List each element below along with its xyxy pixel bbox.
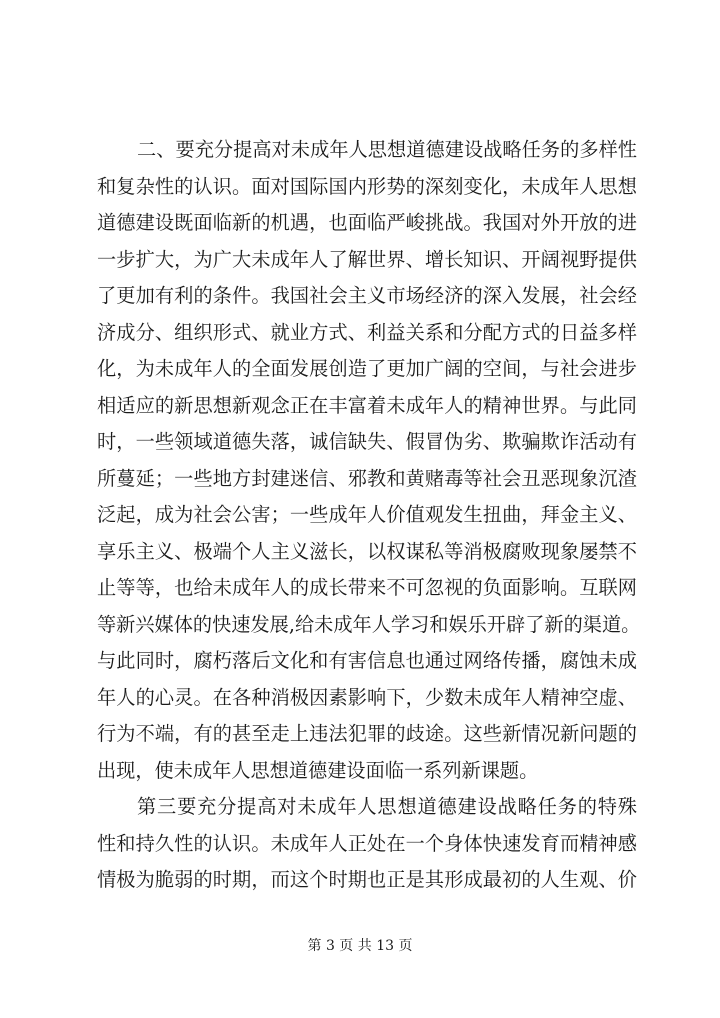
paragraph-1-line-6: 济成分、组织形式、就业方式、利益关系和分配方式的日益多样	[97, 320, 637, 344]
paragraph-2-line-1: 第三要充分提高对未成年人思想道德建设战略任务的特殊	[137, 795, 637, 818]
paragraph-1-line-11: 泛起，成为社会公害；一些成年人价值观发生扭曲，拜金主义、	[97, 503, 637, 526]
paragraph-1-line-5: 了更加有利的条件。我国社会主义市场经济的深入发展，社会经	[97, 284, 637, 307]
paragraph-1-line-16: 年人的心灵。在各种消极因素影响下，少数未成年人精神空虚、	[97, 685, 637, 709]
paragraph-1-line-8: 相适应的新思想新观念正在丰富着未成年人的精神世界。与此同	[97, 393, 637, 417]
body-text	[97, 132, 641, 899]
paragraph-1-line-15: 与此同时，腐朽落后文化和有害信息也通过网络传播，腐蚀未成	[97, 649, 637, 672]
paragraph-1-line-2: 和复杂性的认识。面对国际国内形势的深刻变化，未成年人思想	[97, 174, 637, 198]
paragraph-1-line-18: 出现，使未成年人思想道德建设面临一系列新课题。	[97, 758, 539, 782]
paragraph-1-line-13: 止等等，也给未成年人的成长带来不可忽视的负面影响。互联网	[97, 576, 637, 599]
paragraph-1-line-14: 等新兴媒体的快速发展,给未成年人学习和娱乐开辟了新的渠道。	[97, 612, 641, 636]
paragraph-1-line-10: 所蔓延；一些地方封建迷信、邪教和黄赌毒等社会丑恶现象沉渣	[97, 466, 637, 490]
page-number-footer: 第 3 页 共 13 页	[307, 938, 413, 954]
paragraph-2-line-2: 性和持久性的认识。未成年人正处在一个身体快速发育而精神感	[97, 831, 637, 855]
paragraph-1-line-3: 道德建设既面临新的机遇，也面临严峻挑战。我国对外开放的进	[97, 211, 637, 234]
paragraph-1-line-9: 时，一些领域道德失落，诚信缺失、假冒伪劣、欺骗欺诈活动有	[97, 430, 637, 453]
paragraph-2-line-3: 情极为脆弱的时期，而这个时期也正是其形成最初的人生观、价	[97, 868, 637, 891]
paragraph-1-line-12: 享乐主义、极端个人主义滋长，以权谋私等消极腐败现象屡禁不	[97, 539, 637, 563]
paragraph-1-line-7: 化，为未成年人的全面发展创造了更加广阔的空间，与社会进步	[97, 357, 637, 380]
paragraph-1-line-1: 二、要充分提高对未成年人思想道德建设战略任务的多样性	[137, 138, 637, 161]
paragraph-1-line-17: 行为不端，有的甚至走上违法犯罪的歧途。这些新情况新问题的	[97, 722, 637, 745]
paragraph-1-line-4: 一步扩大，为广大未成年人了解世界、增长知识、开阔视野提供	[97, 247, 637, 271]
